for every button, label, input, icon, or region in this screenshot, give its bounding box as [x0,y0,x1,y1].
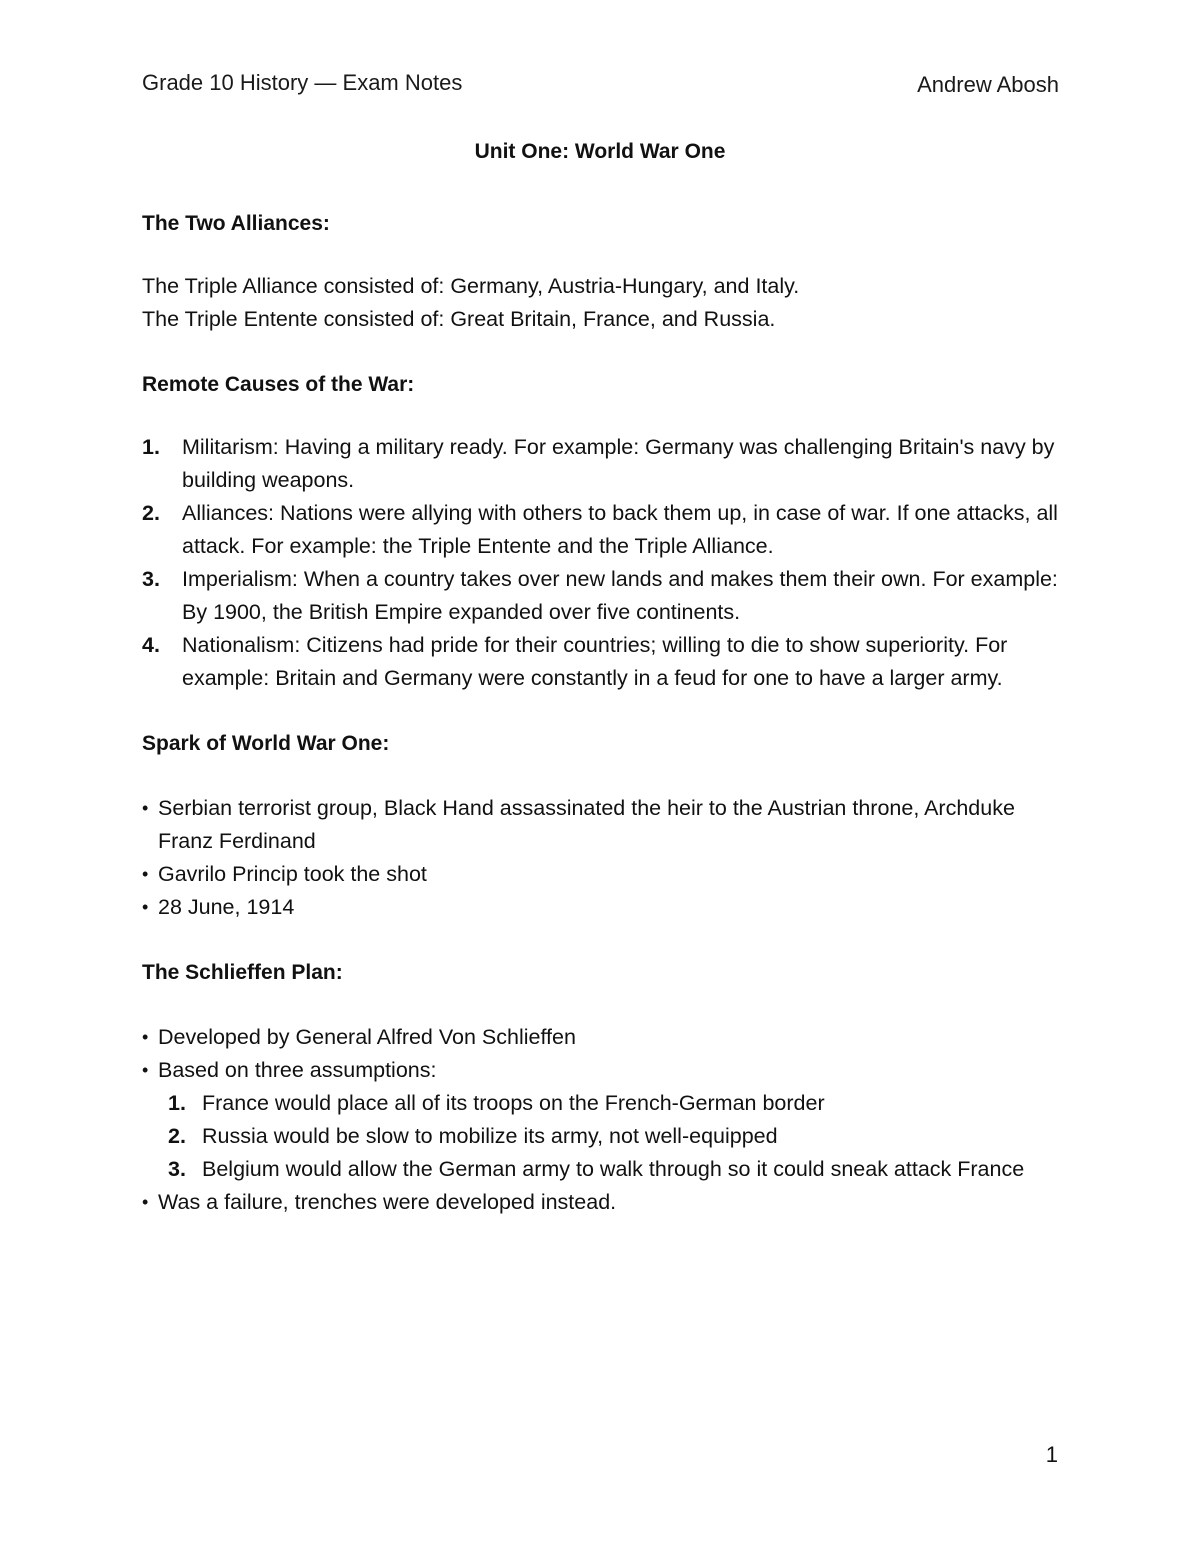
list-item-text: 28 June, 1914 [158,895,295,919]
list-item [142,431,1072,497]
list-item [142,629,1072,695]
section-title-alliances: The Two Alliances: [142,212,330,235]
list-number: 1. [142,435,160,459]
list-item-text: Alliances: Nations were allying with others to back them up, in case of war. If one attacks, all attack. For example: the Triple Entente and the Triple Alliance. [182,501,1058,558]
list-item [142,792,1072,858]
list-item [142,1087,1072,1120]
schlieffen-list-end [142,1186,1072,1219]
bullet-icon: • [142,798,149,818]
list-item-text: Developed by General Alfred Von Schlieffen [158,1025,576,1049]
list-number: 4. [142,633,160,657]
list-item-text: Nationalism: Citizens had pride for their countries; willing to die to show superiority. For example: Britain and Germany were constantly in a feud for one to have a larger army. [182,633,1008,690]
assumptions-list [142,1087,1072,1186]
list-item-text: Militarism: Having a military ready. For example: Germany was challenging Britain's navy by building weapons. [182,435,1055,492]
section-title-spark: Spark of World War One: [142,732,390,755]
bullet-icon: • [142,1060,149,1080]
list-number: 1. [168,1091,186,1115]
list-number: 3. [168,1157,186,1181]
list-number: 2. [168,1124,186,1148]
alliance-line-triple-entente: The Triple Entente consisted of: Great Britain, France, and Russia. [142,307,776,331]
list-item-text: Imperialism: When a country takes over new lands and makes them their own. For example: By 1900, the British Empire expanded over five continents. [182,567,1058,624]
bullet-icon: • [142,864,149,884]
list-item-text: Russia would be slow to mobilize its army, not well-equipped [202,1124,778,1148]
list-item-text: Belgium would allow the German army to walk through so it could sneak attack France [202,1157,1025,1181]
list-item-text: France would place all of its troops on the French-German border [202,1091,825,1115]
bullet-icon: • [142,897,149,917]
list-item [142,1054,1072,1087]
header-course-title: Grade 10 History — Exam Notes [142,70,463,95]
page-number: 1 [1045,1442,1058,1467]
list-item [142,1120,1072,1153]
list-item [142,1153,1072,1186]
list-item-text: Gavrilo Princip took the shot [158,862,427,886]
bullet-icon: • [142,1027,149,1047]
alliance-line-triple-alliance: The Triple Alliance consisted of: Germany, Austria-Hungary, and Italy. [142,274,800,298]
list-item-text: Based on three assumptions: [158,1058,437,1082]
unit-title: Unit One: World War One [474,140,726,163]
list-item [142,891,1072,924]
schlieffen-list [142,1021,1072,1087]
list-item [142,497,1072,563]
list-item-text: Was a failure, trenches were developed instead. [158,1190,617,1214]
list-number: 2. [142,501,160,525]
list-item [142,858,1072,891]
section-title-causes: Remote Causes of the War: [142,373,415,396]
section-title-schlieffen: The Schlieffen Plan: [142,961,343,984]
header-author: Andrew Abosh [917,72,1059,97]
list-item-text: Serbian terrorist group, Black Hand assassinated the heir to the Austrian throne, Archduke Franz Ferdinand [158,796,1015,853]
list-item [142,1021,1072,1054]
list-item [142,563,1072,629]
list-item [142,1186,1072,1219]
list-number: 3. [142,567,160,591]
spark-list [142,792,1072,924]
bullet-icon: • [142,1192,149,1212]
causes-list [142,431,1072,695]
document-content [142,207,1072,1219]
